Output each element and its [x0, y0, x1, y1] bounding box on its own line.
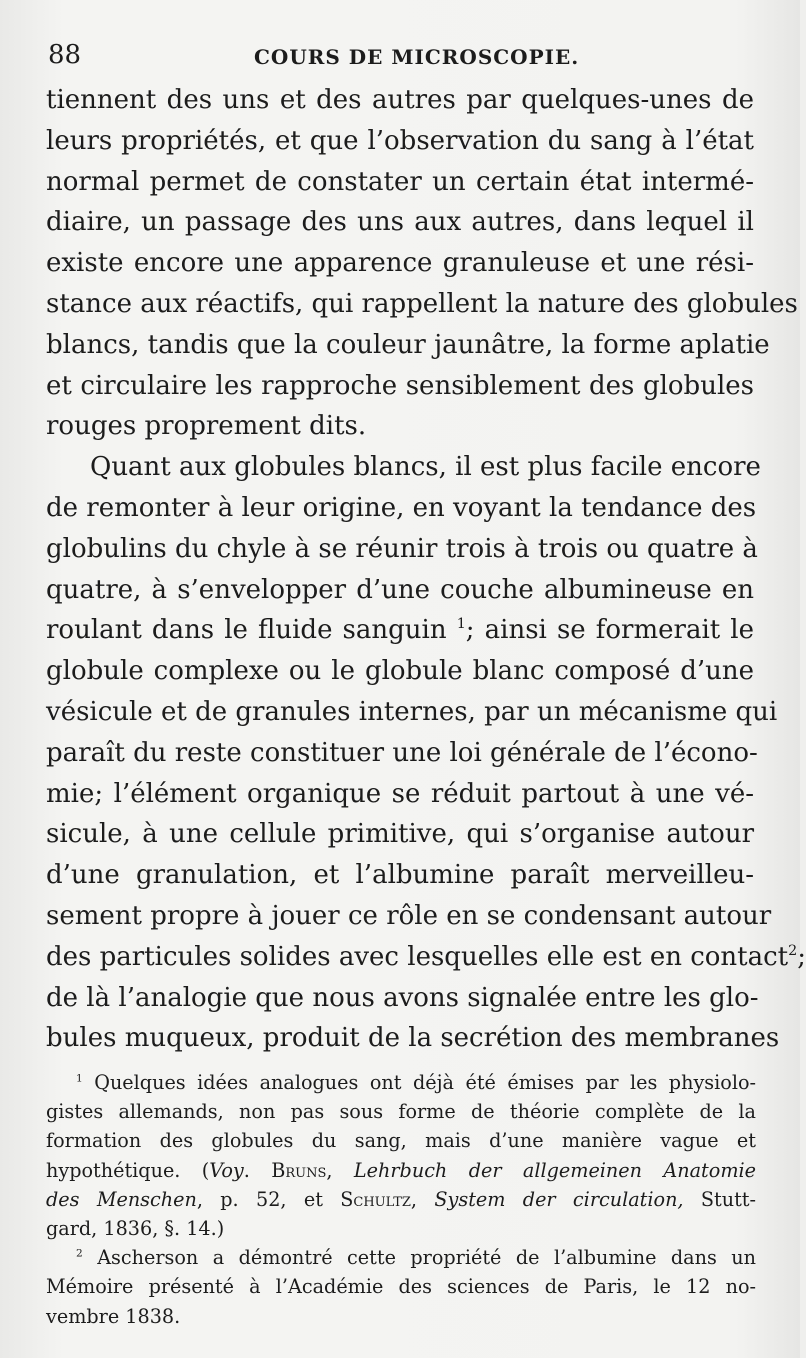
book-title: des Menschen [46, 1187, 197, 1211]
book-title: System der circulation, [434, 1187, 684, 1211]
footnote-marker-2: 2 [76, 1247, 83, 1260]
text-line: blancs, tandis que la couleur jaunâtre, la forme aplatie [46, 329, 770, 360]
footnote-line [46, 1068, 756, 1097]
main-text [46, 80, 806, 1059]
text-line: quatre, à s’envelopper d’une couche albumineuse en [46, 574, 754, 605]
text-line: diaire, un passage des uns aux autres, dans lequel il [46, 207, 754, 238]
footnote-text: . [243, 1158, 272, 1182]
text-line: sicule, à une cellule primitive, qui s’organise autour [46, 819, 754, 850]
text-line: normal permet de constater un certain état intermé- [46, 166, 754, 197]
text-line: existe encore une apparence granuleuse et une rési- [46, 248, 754, 279]
page-number: 88 [48, 40, 82, 70]
footnote-text: , [410, 1187, 435, 1211]
footnote-line [46, 1156, 756, 1185]
footnote-line: Mémoire présenté à l’Académie des sciences de Paris, le 12 no- [46, 1275, 756, 1299]
footnote-line [46, 1243, 756, 1272]
footnote-text: Ascherson a démontré cette propriété de l’albumine dans un [97, 1246, 756, 1270]
text-line: globulins du chyle à se réunir trois à trois ou quatre à [46, 533, 758, 564]
text-run: roulant dans le fluide sanguin [46, 615, 447, 646]
footnote-text: Stutt- [683, 1187, 756, 1211]
footnote-line: formation des globules du sang, mais d’une manière vague et [46, 1129, 756, 1153]
footnote-marker-1: 1 [76, 1072, 83, 1085]
footnote-italic: Voy [209, 1158, 244, 1182]
footnote-text: , [326, 1158, 354, 1182]
text-line: et circulaire les rapproche sensiblement des globules [46, 370, 754, 401]
footnote-line: gard, 1836, §. 14.) [46, 1216, 225, 1240]
text-line: Quant aux globules blancs, il est plus facile encore [90, 452, 761, 483]
author-name: Schultz [340, 1187, 411, 1211]
footnote-text: , p. 52, et [196, 1187, 341, 1211]
text-line: stance aux réactifs, qui rappellent la nature des globules [46, 288, 798, 319]
text-run: ; [797, 941, 806, 972]
running-title: COURS DE MICROSCOPIE. [254, 45, 580, 69]
footnote-ref-1: 1 [456, 616, 466, 633]
footnote-text: hypothétique. ( [46, 1158, 210, 1182]
footnotes [46, 1068, 756, 1331]
text-line: rouges proprement dits. [46, 411, 367, 442]
text-line [46, 937, 806, 978]
text-line: vésicule et de granules internes, par un mécanisme qui [46, 696, 778, 727]
book-title: Lehrbuch der allgemeinen Anatomie [353, 1158, 756, 1182]
footnote-line: vembre 1838. [46, 1304, 181, 1328]
text-line: globule complexe ou le globule blanc composé d’une [46, 656, 754, 687]
page-header [48, 40, 756, 74]
text-run: ; ainsi se formerait le [465, 615, 754, 646]
footnote-text: Quelques idées analogues ont déjà été émises par les physiolo- [94, 1071, 756, 1094]
text-line: leurs propriétés, et que l’observation du sang à l’état [46, 125, 754, 156]
text-line [46, 610, 754, 651]
text-line: tiennent des uns et des autres par quelques-unes de [46, 85, 754, 115]
author-name: Bruns [271, 1158, 327, 1182]
footnote-ref-2: 2 [788, 942, 798, 959]
text-line: de là l’analogie que nous avons signalée entre les glo- [46, 982, 759, 1013]
footnote-line: gistes allemands, non pas sous forme de théorie complète de la [46, 1100, 756, 1124]
text-line: bules muqueux, produit de la secrétion des membranes [46, 1023, 780, 1054]
footnote-line [46, 1185, 756, 1214]
text-line: de remonter à leur origine, en voyant la tendance des [46, 492, 757, 523]
text-run: des particules solides avec lesquelles elle est en contact [46, 941, 789, 972]
text-line: paraît du reste constituer une loi générale de l’écono- [46, 737, 758, 768]
text-line: d’une granulation, et l’albumine paraît merveilleu- [46, 860, 754, 891]
text-line: sement propre à jouer ce rôle en se condensant autour [46, 900, 772, 931]
text-line: mie; l’élément organique se réduit partout à une vé- [46, 778, 754, 809]
